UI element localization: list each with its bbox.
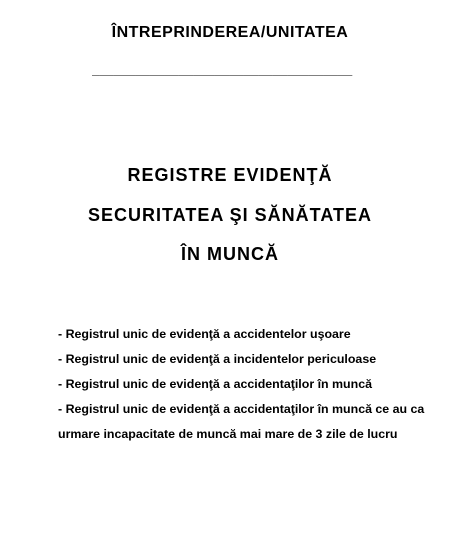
organization-header: ÎNTREPRINDEREA/UNITATEA — [111, 24, 349, 41]
register-item-work-accident-victims: - Registrul unic de evidenţă a accidentaţilor în muncă — [58, 377, 372, 391]
title-line-3: ÎN MUNCĂ — [181, 244, 279, 264]
title-line-2: SECURITATEA ŞI SĂNĂTATEA — [88, 205, 372, 225]
title-line-1: REGISTRE EVIDENŢĂ — [127, 165, 333, 185]
register-item-incapacity-over-3-days: - Registrul unic de evidenţă a accidentaţilor în muncă ce au ca urmare incapacitate de muncă mai mare de 3 zile de lucru — [58, 402, 425, 441]
organization-fill-line: ____________________________________ — [92, 62, 353, 77]
register-item-dangerous-incidents: - Registrul unic de evidenţă a incidentelor periculoase — [58, 352, 377, 366]
register-list — [58, 322, 428, 447]
register-item-light-accidents: - Registrul unic de evidenţă a accidentelor uşoare — [58, 327, 351, 341]
